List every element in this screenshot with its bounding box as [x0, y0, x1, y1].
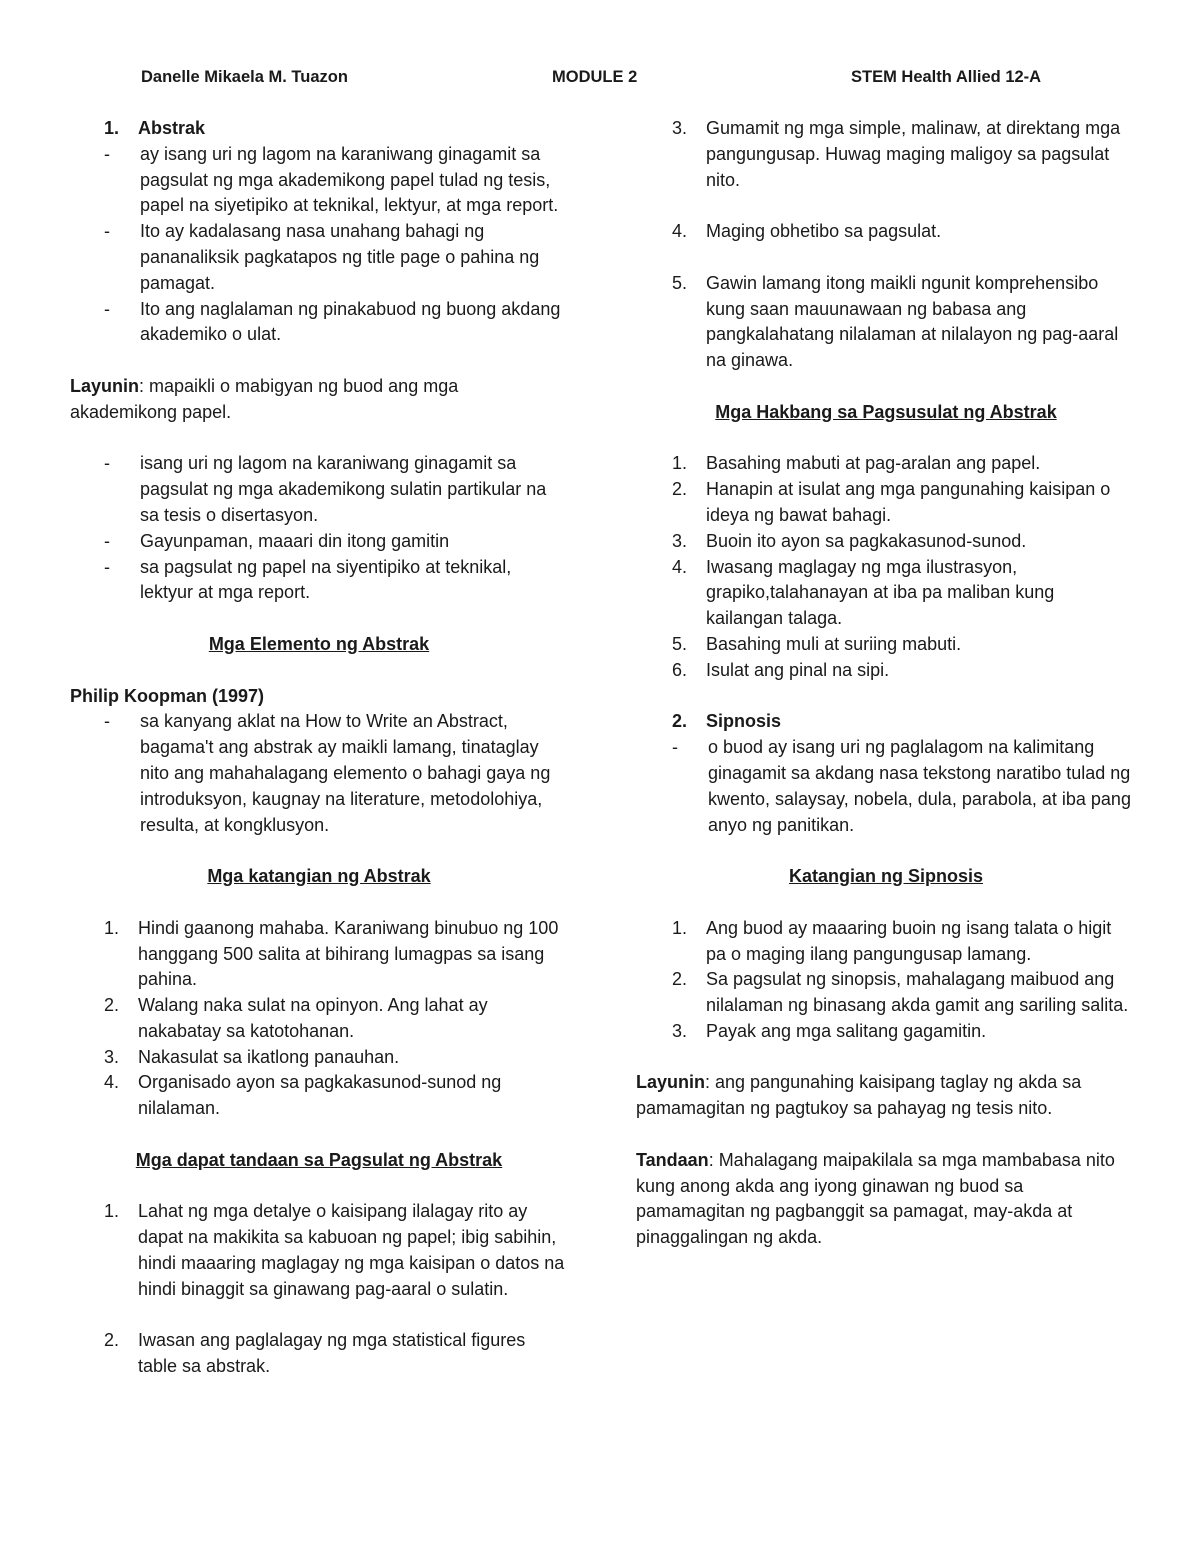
list-item: 2. Hanapin at isulat ang mga pangunahing kaisipan o ideya ng bawat bahagi.	[672, 479, 1111, 525]
list-item: - o buod ay isang uri ng paglalagom na kalimitang ginagamit sa akdang nasa tekstong naratibo tulad ng kwento, salaysay, nobela, dula, parabola, at iba pang anyo ng panitikan.	[672, 737, 1131, 835]
module-title: MODULE 2	[552, 68, 638, 86]
section-heading: Mga katangian ng Abstrak	[207, 866, 431, 887]
layunin-paragraph: Layunin: mapaikli o mabigyan ng buod ang mga akademikong papel.	[70, 375, 459, 422]
sipnosis-heading: 2. Sipnosis	[672, 711, 782, 732]
list-item: 2. Walang naka sulat na opinyon. Ang lahat ay nakabatay sa katotohanan.	[104, 995, 488, 1041]
list-item: 1. Hindi gaanong mahaba. Karaniwang binubuo ng 100 hanggang 500 salita at bihirang lumagpas sa isang pahina.	[104, 917, 559, 990]
list-item: 5. Basahing muli at suriing mabuti.	[672, 633, 962, 654]
list-item: 3. Payak ang mga salitang gagamitin.	[672, 1020, 987, 1041]
list-item: 4. Iwasang maglagay ng mga ilustrasyon, grapiko,talahanayan at iba pa maliban kung kailangan talaga.	[672, 556, 1055, 629]
list-item: 3. Nakasulat sa ikatlong panauhan.	[104, 1046, 400, 1067]
list-item: 2. Sa pagsulat ng sinopsis, mahalagang maibuod ang nilalaman ng binasang akda gamit ang sariling salita.	[672, 969, 1129, 1016]
list-item: - sa pagsulat ng papel na siyentipiko at teknikal, lektyur at mga report.	[104, 556, 512, 603]
layunin-paragraph: Layunin: ang pangunahing kaisipang taglay ng akda sa pamamagitan ng pagtukoy sa pahayag ng tesis nito.	[636, 1072, 1082, 1119]
list-item: 6. Isulat ang pinal na sipi.	[672, 659, 890, 680]
list-item: 1. Ang buod ay maaaring buoin ng isang talata o higit pa o maging ilang pangungusap lamang.	[672, 917, 1112, 964]
list-item: - isang uri ng lagom na karaniwang ginagamit sa pagsulat ng mga akademikong sulatin partikular na sa tesis o disertasyon.	[104, 453, 547, 525]
section-heading: Mga dapat tandaan sa Pagsulat ng Abstrak	[135, 1149, 503, 1170]
right-column	[636, 116, 1136, 1251]
page-header	[0, 68, 1200, 94]
list-item: 4. Maging obhetibo sa pagsulat.	[672, 221, 942, 242]
list-item: 3. Gumamit ng mga simple, malinaw, at direktang mga pangungusap. Huwag maging maligoy sa pagsulat nito.	[672, 118, 1121, 190]
section-heading: Mga Hakbang sa Pagsusulat ng Abstrak	[715, 401, 1057, 422]
section-heading: Mga Elemento ng Abstrak	[208, 633, 430, 654]
list-item: 4. Organisado ayon sa pagkakasunod-sunod ng nilalaman.	[104, 1072, 502, 1119]
list-item: - Gayunpaman, maaari din itong gamitin	[104, 530, 450, 551]
list-item: - Ito ay kadalasang nasa unahang bahagi ng pananaliksik pagkatapos ng title page o pahina ng pamagat.	[104, 221, 540, 293]
abstrak-heading: 1. Abstrak	[104, 118, 206, 138]
list-item: 5. Gawin lamang itong maikli ngunit komprehensibo kung saan mauunawaan ng babasa ang pangkalahatang nilalaman at nilalayon ng pag-aaral na ginawa.	[672, 272, 1119, 371]
list-item: - sa kanyang aklat na How to Write an Abstract, bagama't ang abstrak ay maikli lamang, tinataglay nito ang mahahalagang elemento o bahagi gaya ng introduksyon, kaugnay na literature, metodolohiya, resulta, at kongklusyon.	[104, 711, 551, 835]
tandaan-paragraph: Tandaan: Mahalagang maipakilala sa mga mambabasa nito kung anong akda ang iyong ginawan ng buod sa pamamagitan ng pagbanggit sa pamagat, may-akda at pinaggalingan ng akda.	[636, 1149, 1115, 1248]
left-column	[70, 116, 568, 1380]
list-item: 3. Buoin ito ayon sa pagkakasunod-sunod.	[672, 530, 1027, 551]
list-item: - ay isang uri ng lagom na karaniwang ginagamit sa pagsulat ng mga akademikong papel tulad ng tesis, papel na siyetipiko at teknikal, lektyur, at mga report.	[104, 143, 559, 216]
koopman-heading: Philip Koopman (1997)	[70, 685, 265, 706]
list-item: 1. Lahat ng mga detalye o kaisipang ilalagay rito ay dapat na makikita sa kabuoan ng papel; ibig sabihin, hindi maaaring maglagay ng mga kaisipan o datos na hindi binaggit sa ginawang pag-aaral o sulatin.	[104, 1201, 565, 1299]
list-item: 2. Iwasan ang paglalagay ng mga statistical figures table sa abstrak.	[104, 1330, 526, 1377]
section-heading: Katangian ng Sipnosis	[788, 866, 984, 887]
list-item: 1. Basahing mabuti at pag-aralan ang papel.	[672, 453, 1041, 474]
list-item: - Ito ang naglalaman ng pinakabuod ng buong akdang akademiko o ulat.	[104, 298, 561, 345]
class-section: STEM Health Allied 12-A	[851, 68, 1042, 86]
author-name: Danelle Mikaela M. Tuazon	[141, 68, 348, 86]
